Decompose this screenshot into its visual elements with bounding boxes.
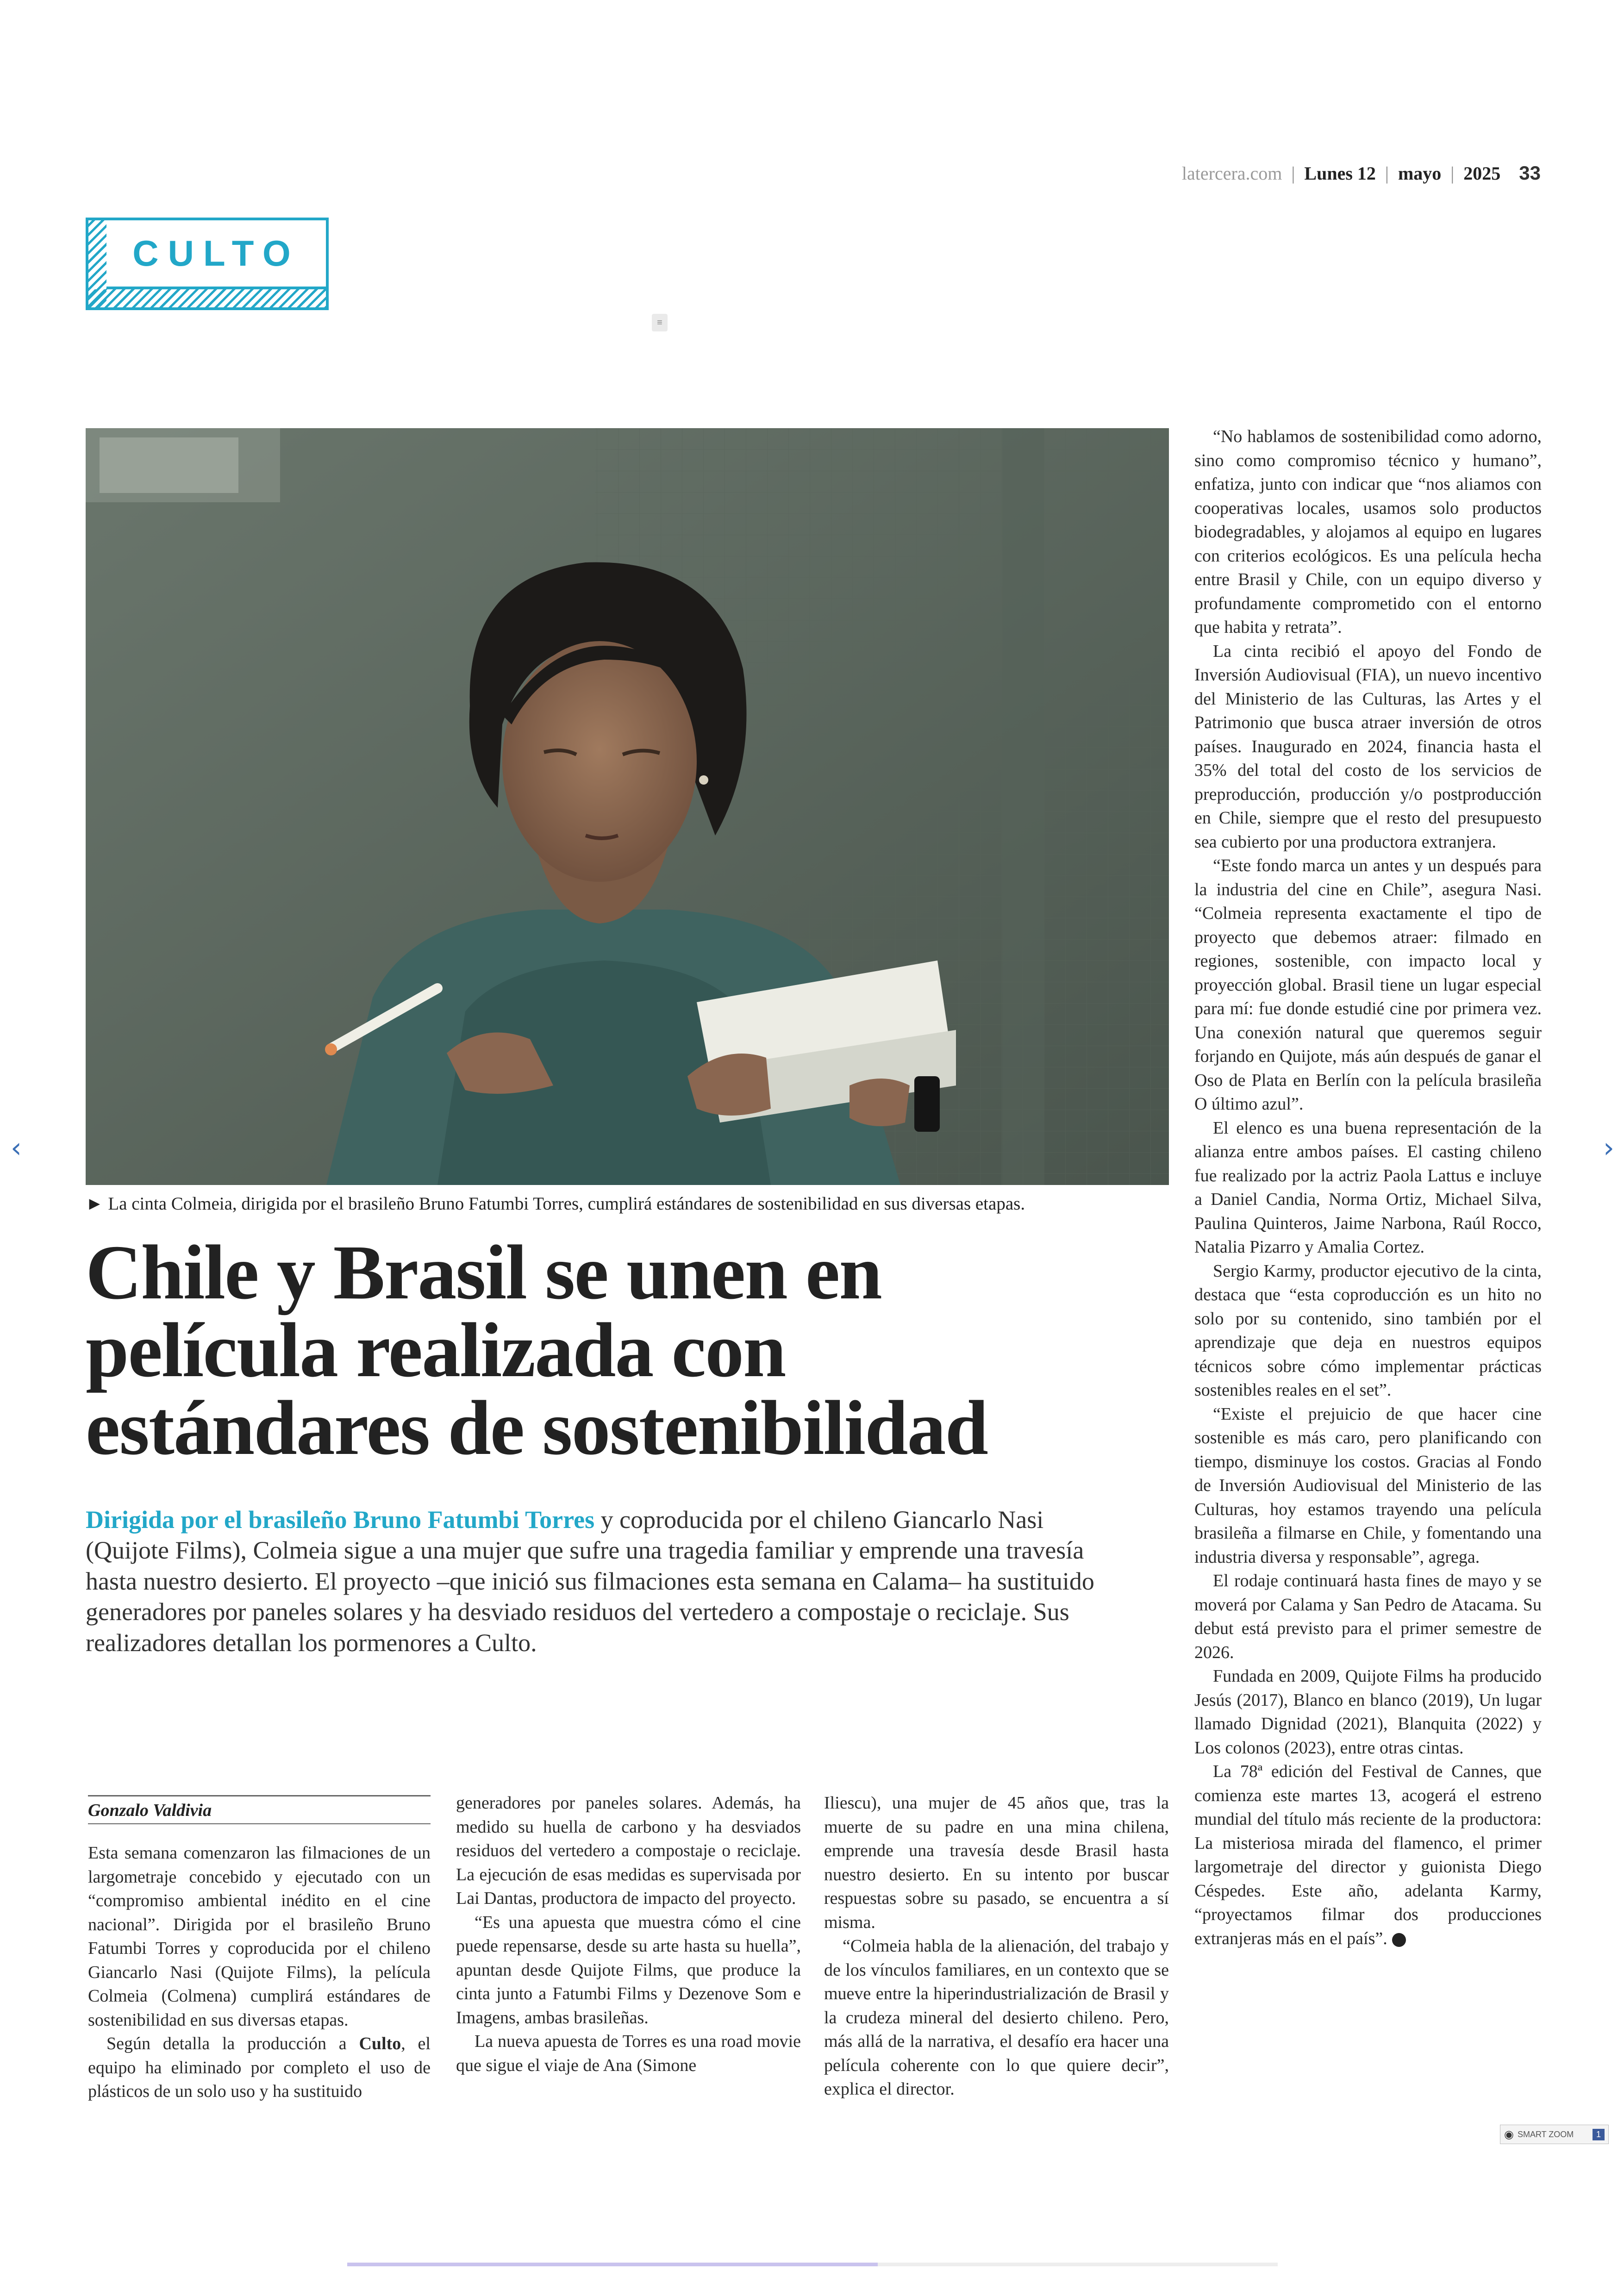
page-header xyxy=(1182,162,1541,184)
body-column-1 xyxy=(88,1841,431,2104)
header-day: Lunes 12 xyxy=(1304,163,1376,184)
eye-icon: ◉ xyxy=(1504,2128,1514,2141)
article-deck xyxy=(86,1504,1132,1658)
separator: | xyxy=(1450,163,1455,184)
paragraph: Esta semana comenzaron las filmaciones de un largometraje concebido y ejecutado con un “compromiso ambiental inédito en el cine nacional”. Dirigida por el brasileño Bruno Fatumbi Torres y coproducida por el chileno Giancarlo Nasi (Quijote Films), la película Colmeia (Colmena) cumplirá estándares de sostenibilidad en sus diversas etapas. xyxy=(88,1843,431,2030)
smart-zoom-label: SMART ZOOM xyxy=(1517,2129,1574,2139)
chevron-right-icon[interactable]: › xyxy=(1603,1132,1614,1164)
paragraph: La cinta recibió el apoyo del Fondo de Inversión Audiovisual (FIA), un nuevo incentivo del Ministerio de las Culturas, las Artes y el Patrimonio que busca atraer inversión de otros países. Inaugurado en 2024, financia hasta el 35% del total del costo de los servicios de preproducción, producción y/o postproducción en Chile, siempre que el resto del presupuesto sea cubierto por una productora extranjera. xyxy=(1194,641,1542,852)
page-note-icon[interactable]: ≡ xyxy=(652,314,668,331)
smart-zoom-button[interactable] xyxy=(1500,2125,1609,2144)
paragraph: La nueva apuesta de Torres es una road movie que sigue el viaje de Ana (Simone xyxy=(456,2032,801,2075)
paragraph: Sergio Karmy, productor ejecutivo de la cinta, destaca que “esta coproducción es un hito no solo por su contenido, sino también por el aprendizaje que deja en nuestros equipos técnicos sobre cómo implementar prácticas sostenibles reales en el set”. xyxy=(1194,1261,1542,1400)
separator: | xyxy=(1291,163,1295,184)
paragraph: Iliescu), una mujer de 45 años que, tras la muerte de su padre en una mina chilena, emprende una travesía desde Brasil hasta nuestro desierto. En su intento por buscar respuestas sobre su pasado, se encuentra a sí misma. xyxy=(824,1793,1169,1932)
page-number: 33 xyxy=(1519,162,1541,184)
article-headline xyxy=(86,1229,1169,1471)
logo-inner xyxy=(106,218,329,289)
paragraph-text: Según detalla la producción a xyxy=(106,2034,359,2053)
page-indicator: 1 xyxy=(1593,2129,1605,2140)
paragraph: “No hablamos de sostenibilidad como adorno, sino como compromiso técnico y humano”, enfatiza, junto con indicar que “nos aliamos con cooperativas locales, usamos solo productos biodegradables, y alojamos al equipo en lugares con criterios ecológicos. Es una película hecha entre Brasil y Chile, con un equipo diverso y profundamente comprometido con el entorno que habita y retrata”. xyxy=(1194,427,1542,637)
headline-line: Chile y Brasil se unen en xyxy=(86,1229,881,1316)
paragraph: generadores por paneles solares. Además, ha medido su huella de carbono y ha desviados residuos del vertedero a compostaje o reciclaje. La ejecución de esas medidas es supervisada por Lai Dantas, productora de impacto del proyecto. xyxy=(456,1793,801,1908)
paragraph-bold: Culto xyxy=(359,2034,401,2053)
photo-illustration xyxy=(86,428,1169,1185)
headline-line: película realizada con xyxy=(86,1307,786,1393)
paragraph: “Es una apuesta que muestra cómo el cine puede repensarse, desde su arte hasta su huella”, apuntan desde Quijote Films, que produce la cinta junto a Fatumbi Films y Dezenove Som e Imagens, ambas brasileñas. xyxy=(456,1912,801,2027)
paragraph xyxy=(88,2032,431,2104)
header-year: 2025 xyxy=(1463,163,1501,184)
body-column-3 xyxy=(824,1791,1169,2102)
paragraph: El rodaje continuará hasta fines de mayo y se moverá por Calama y San Pedro de Atacama. Su debut está previsto para el primer semestre de 2026. xyxy=(1194,1571,1542,1662)
paragraph: El elenco es una buena representación de la alianza entre ambos países. El casting chileno fue realizado por la actriz Paola Lattus e incluye a Daniel Candia, Norma Ortiz, Michael Silva, Paulina Quinteros, Jaime Narbona, Raúl Rocco, Natalia Pizarro y Amalia Cortez. xyxy=(1194,1118,1542,1257)
deck-text: y coproducida por el chileno Giancarlo Nasi (Quijote Films), Colmeia sigue a una mujer que sufre una tragedia familiar y emprende una travesía hasta nuestro desierto. El proyecto –que inició sus filmaciones esta semana en Calama– ha sustituido generadores por paneles solares y ha desviado residuos del vertedero a compostaje o reciclaje. Sus realizadores detallan los pormenores a Culto. xyxy=(86,1506,1094,1657)
separator: | xyxy=(1385,163,1389,184)
article-photo xyxy=(86,428,1169,1185)
header-month: mayo xyxy=(1398,163,1442,184)
site-name: latercera.com xyxy=(1181,163,1282,184)
paragraph xyxy=(1194,1760,1542,1951)
paragraph: Fundada en 2009, Quijote Films ha producido Jesús (2017), Blanco en blanco (2019), Un lugar llamado Dignidad (2021), Blanquita (2022) y Los colonos (2023), entre otras cintas. xyxy=(1194,1666,1542,1758)
progress-fill xyxy=(347,2263,878,2266)
body-column-2 xyxy=(456,1791,801,2077)
logo-hatch-bottom xyxy=(86,289,329,310)
end-of-article-icon xyxy=(1392,1933,1406,1947)
paragraph: “Existe el prejuicio de que hacer cine sostenible es más caro, pero planificando con tiempo, disminuye los costos. Gracias al Fondo de Inversión Audiovisual del Ministerio de las Culturas, hoy estamos trayendo una película brasileña a filmarse en Chile, y fomentando una industria diversa y responsable”, agrega. xyxy=(1194,1404,1542,1567)
chevron-left-icon[interactable]: ‹ xyxy=(11,1132,22,1164)
paragraph-text: , el equipo ha eliminado por completo el uso de plásticos de un solo uso y ha sustituido xyxy=(88,2034,431,2101)
deck-lead: Dirigida por el brasileño Bruno Fatumbi Torres xyxy=(86,1506,595,1534)
logo-word: CULTO xyxy=(132,233,300,274)
headline-line: estándares de sostenibilidad xyxy=(86,1385,987,1471)
paragraph: “Colmeia habla de la alienación, del trabajo y de los vínculos familiares, en un contexto que se mueve entre la hiperindustrialización de Brasil y la crudeza mineral del desierto chileno. Pero, más allá de la narrativa, el desafío era hacer una película coherente con lo que quiere decir”, explica el director. xyxy=(824,1936,1169,2099)
paragraph-text: La 78ª edición del Festival de Cannes, que comienza este martes 13, acogerá el estreno mundial del título más reciente de la productora: La misteriosa mirada del flamenco, el primer largometraje del director y guionista Diego Céspedes. Este año, adelanta Karmy, “proyectamos filmar dos producciones extranjeras más en el país”. xyxy=(1194,1762,1542,1948)
culto-section-logo xyxy=(86,218,329,310)
paragraph: “Este fondo marca un antes y un después para la industria del cine en Chile”, asegura Nasi. “Colmeia representa exactamente el tipo de proyecto que debemos atraer: filmado en regiones, sostenible, con impacto local y proyección global. Brasil tiene un lugar especial para mí: fue donde estudié cine por primera vez. Una conexión natural que queremos seguir forjando en Quijote, más aún después de ganar el Oso de Plata en Berlín con la película brasileña O último azul”. xyxy=(1194,856,1542,1114)
body-column-4 xyxy=(1194,425,1542,1951)
reading-progress-bar[interactable] xyxy=(347,2263,1278,2266)
photo-caption: ► La cinta Colmeia, dirigida por el brasileño Bruno Fatumbi Torres, cumplirá estándares de sostenibilidad en sus diversas etapas. xyxy=(86,1194,1025,1214)
byline: Gonzalo Valdivia xyxy=(88,1795,431,1824)
